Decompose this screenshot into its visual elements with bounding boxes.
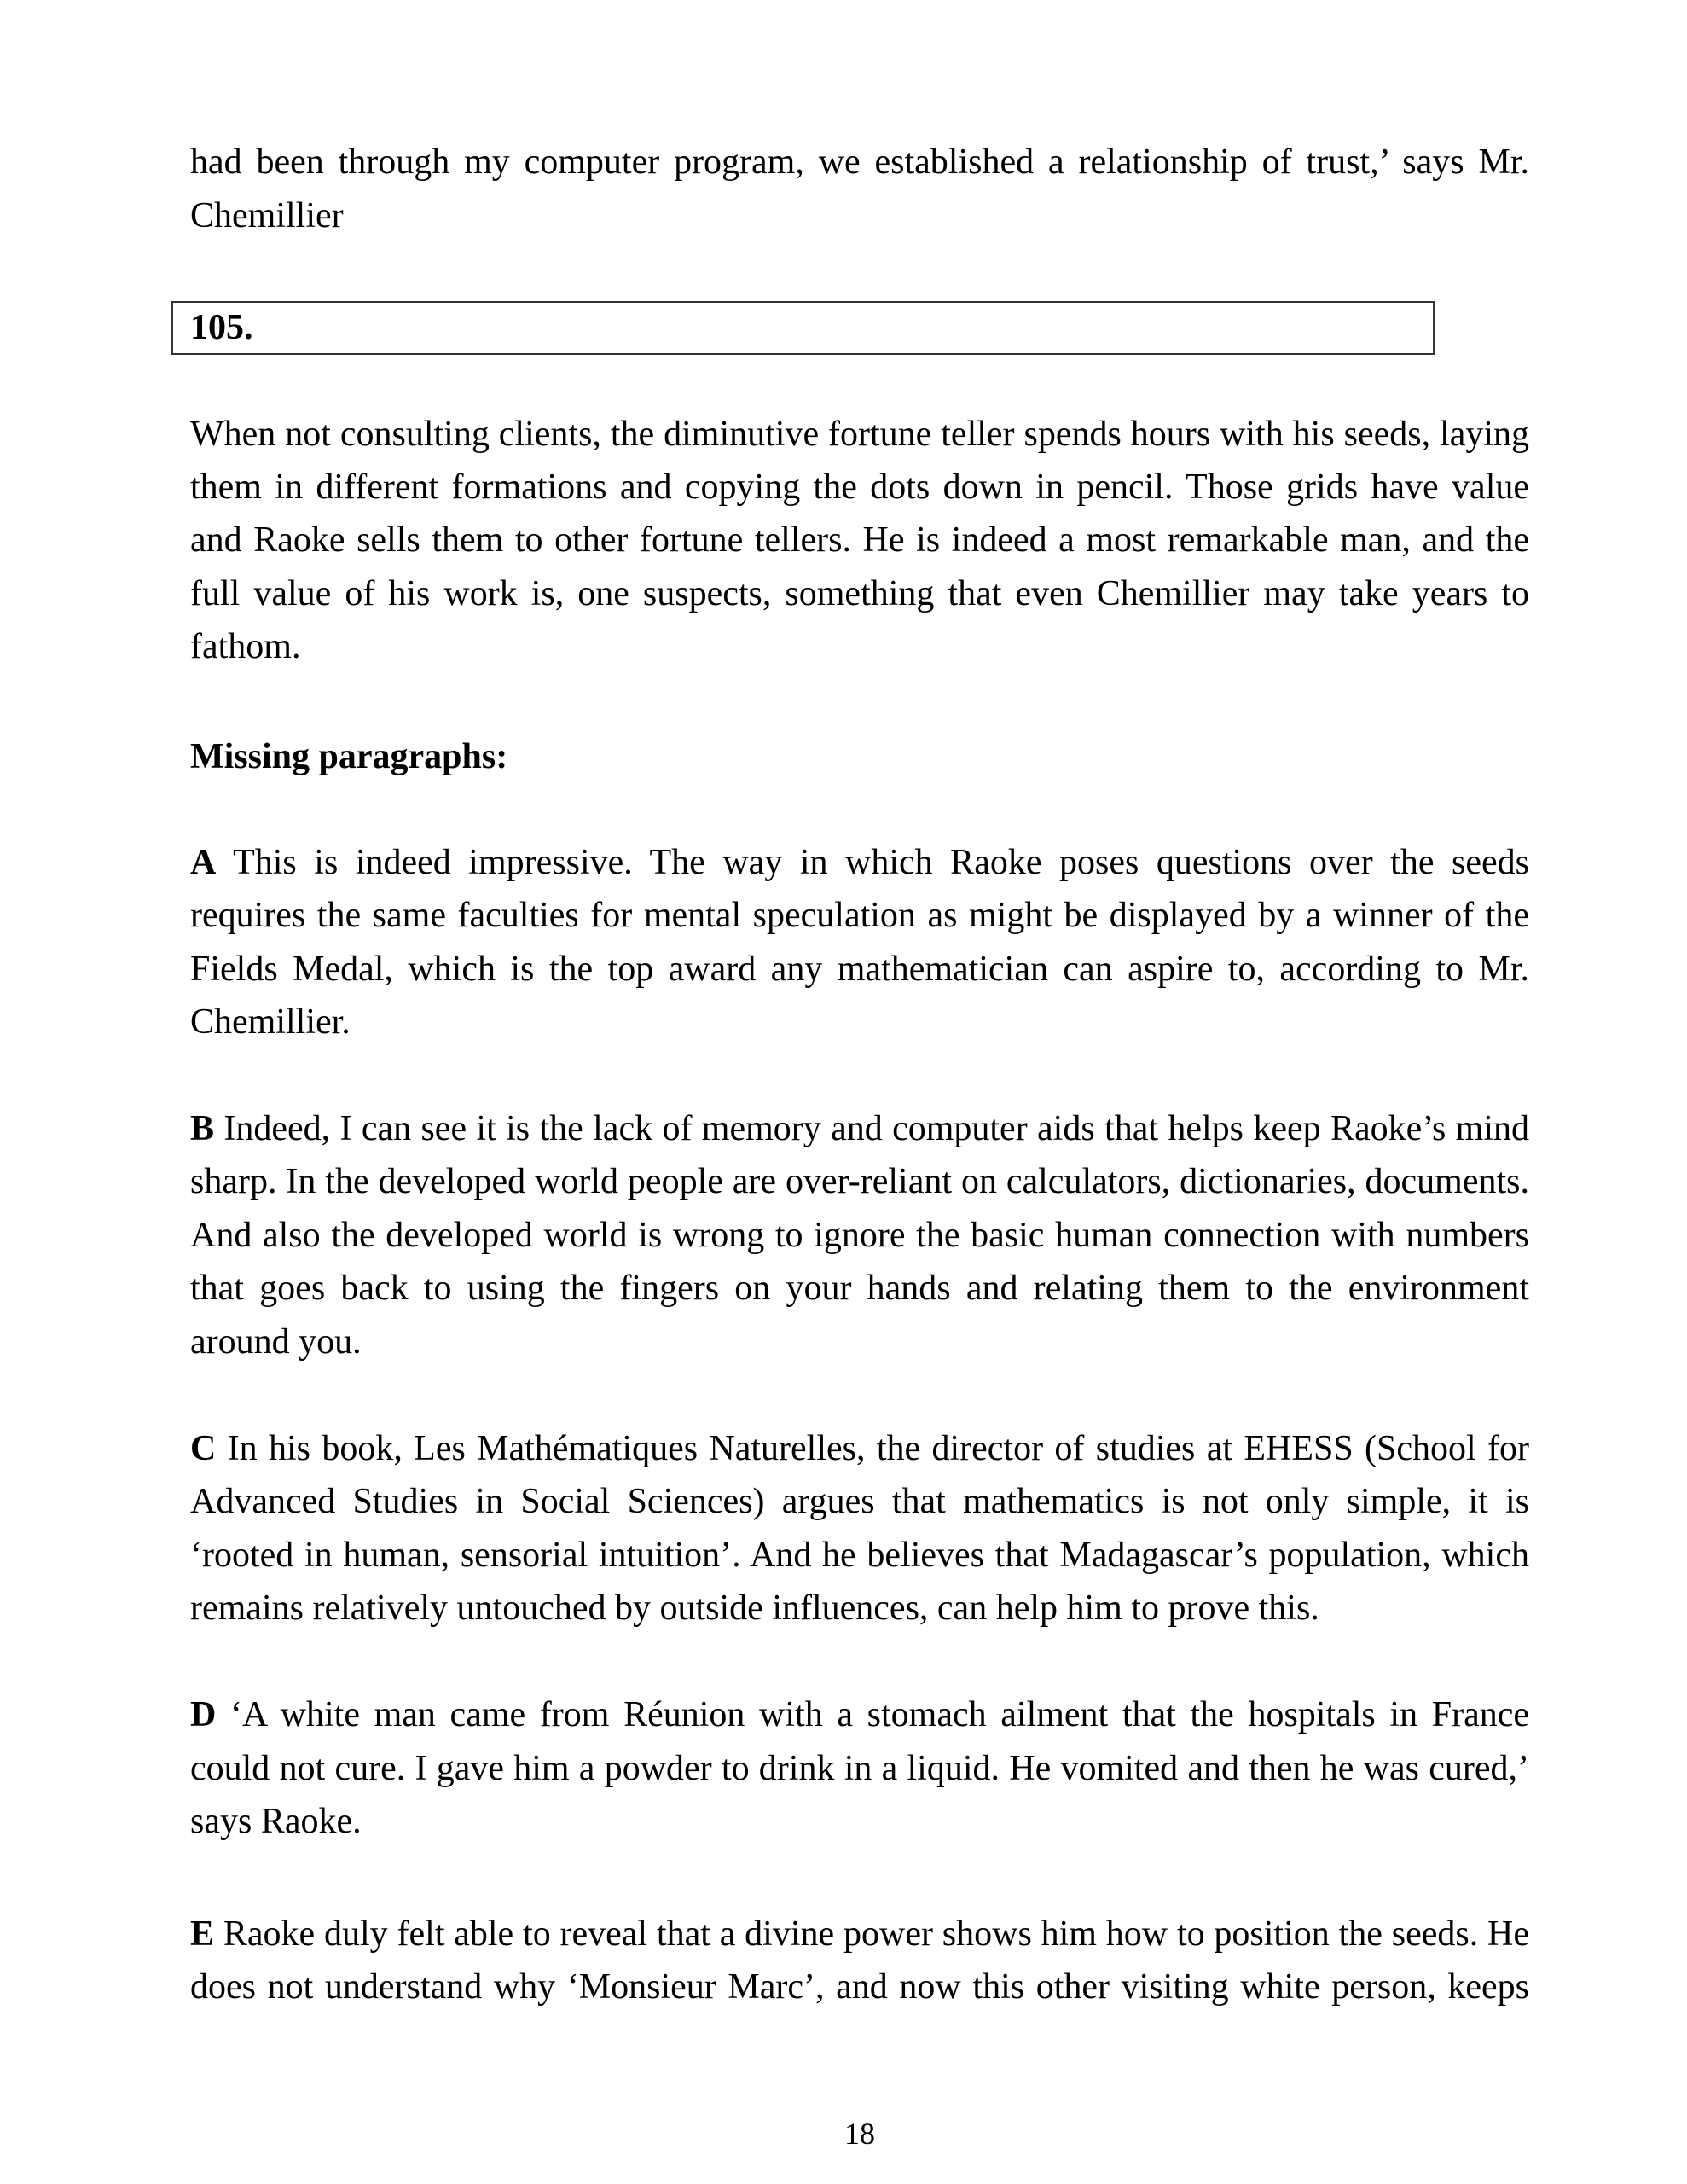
option-d-line-3: says Raoke. <box>190 1802 362 1841</box>
continuation-line-1: had been through my computer program, we established a relationship of trust,’ says Mr. <box>190 142 1529 182</box>
option-d-text-1: ‘A white man came from Réunion with a stomach ailment that the hospitals in France <box>230 1695 1530 1734</box>
option-a-line-4: Chemillier. <box>190 1002 351 1042</box>
continuation-line-2: Chemillier <box>190 196 344 235</box>
missing-paragraphs-heading: Missing paragraphs: <box>190 737 508 776</box>
option-a-text-1: This is indeed impressive. The way in which Raoke poses questions over the seeds <box>233 843 1529 882</box>
option-e-letter: E <box>190 1914 215 1954</box>
question-number: 105. <box>190 308 253 347</box>
option-e-line-1 <box>190 1916 1529 1952</box>
page-number: 18 <box>844 2117 875 2151</box>
option-a-line-3: Fields Medal, which is the top award any mathematician can aspire to, according to Mr. <box>190 950 1529 989</box>
option-b-text-1: Indeed, I can see it is the lack of memory and computer aids that helps keep Raoke’s mind <box>223 1109 1529 1148</box>
option-d-line-2: could not cure. I gave him a powder to drink in a liquid. He vomited and then he was cured,’ <box>190 1749 1529 1788</box>
option-a-line-1 <box>190 845 1529 880</box>
option-c-line-3: ‘rooted in human, sensorial intuition’. And he believes that Madagascar’s population, which <box>190 1536 1529 1575</box>
option-e-line-2: does not understand why ‘Monsieur Marc’, and now this other visiting white person, keeps <box>190 1967 1529 2007</box>
option-b-line-2: sharp. In the developed world people are over-reliant on calculators, dictionaries, documents. <box>190 1162 1529 1201</box>
option-d-letter: D <box>190 1695 217 1734</box>
option-a-letter: A <box>190 843 217 882</box>
option-b-line-5: around you. <box>190 1322 362 1362</box>
option-c-letter: C <box>190 1429 217 1468</box>
option-e-text-1: Raoke duly felt able to reveal that a divine power shows him how to position the seeds. He <box>223 1914 1529 1954</box>
closing-paragraph-line-4: full value of his work is, one suspects, something that even Chemillier may take years to <box>190 574 1529 613</box>
option-b-line-1 <box>190 1111 1529 1147</box>
closing-paragraph-line-5: fathom. <box>190 627 301 666</box>
closing-paragraph-line-2: them in different formations and copying the dots down in pencil. Those grids have value <box>190 468 1529 507</box>
closing-paragraph-line-3: and Raoke sells them to other fortune tellers. He is indeed a most remarkable man, and the <box>190 520 1529 560</box>
closing-paragraph-line-1: When not consulting clients, the diminutive fortune teller spends hours with his seeds, laying <box>190 415 1529 454</box>
option-d-line-1 <box>190 1697 1529 1733</box>
option-c-line-2: Advanced Studies in Social Sciences) argues that mathematics is not only simple, it is <box>190 1482 1529 1521</box>
option-b-line-4: that goes back to using the fingers on your hands and relating them to the environment <box>190 1269 1529 1308</box>
option-b-line-3: And also the developed world is wrong to ignore the basic human connection with numbers <box>190 1216 1529 1255</box>
option-b-letter: B <box>190 1109 215 1148</box>
option-c-line-1 <box>190 1431 1529 1467</box>
question-box <box>171 301 1435 355</box>
option-c-text-1: In his book, Les Mathématiques Naturelles, the director of studies at EHESS (School for <box>227 1429 1530 1468</box>
option-c-line-4: remains relatively untouched by outside influences, can help him to prove this. <box>190 1589 1319 1628</box>
option-a-line-2: requires the same faculties for mental speculation as might be displayed by a winner of the <box>190 896 1529 935</box>
